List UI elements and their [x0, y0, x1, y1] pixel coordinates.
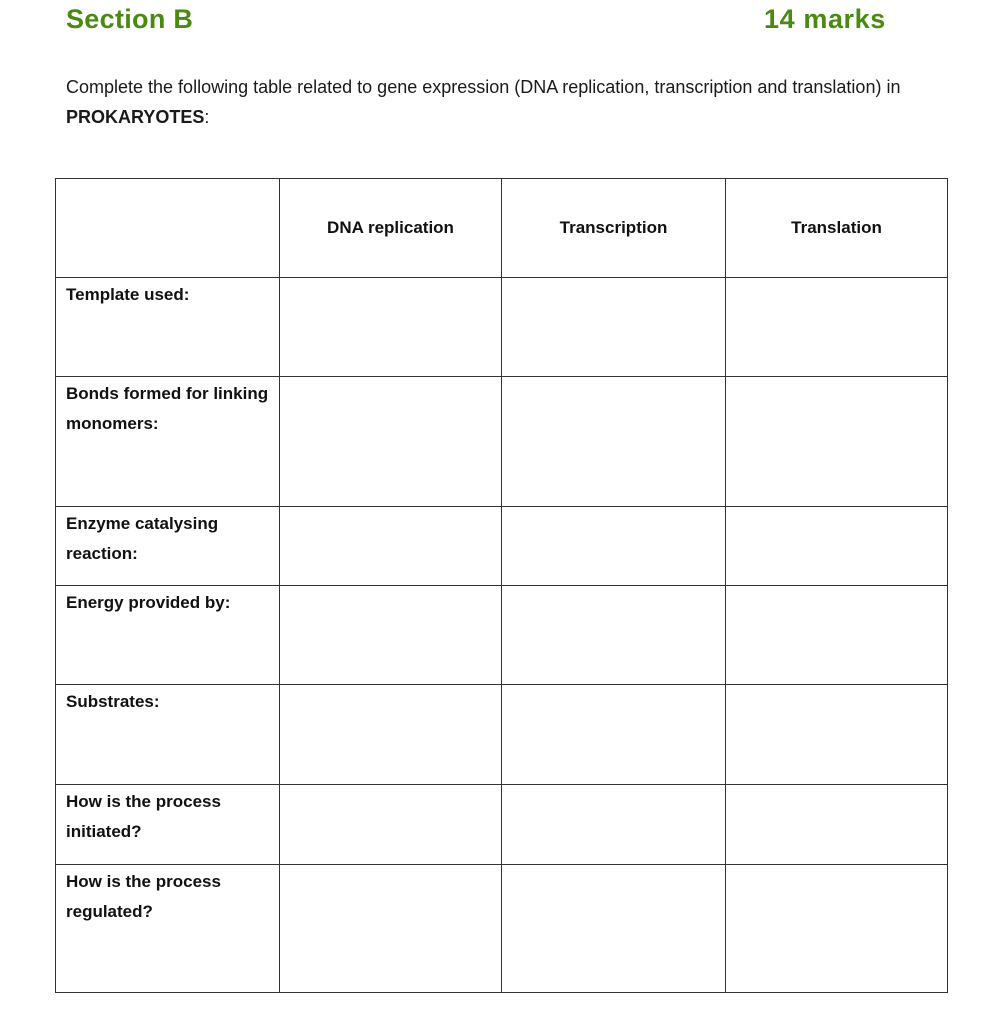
table-row	[56, 586, 948, 685]
column-header-transcription: Transcription	[502, 179, 726, 278]
column-header-translation: Translation	[726, 179, 948, 278]
table-row	[56, 865, 948, 993]
answer-cell-energy-transcription[interactable]	[502, 586, 726, 685]
answer-cell-initiated-dna-replication[interactable]	[280, 785, 502, 865]
table-row	[56, 278, 948, 377]
marks-label: 14 marks	[764, 4, 886, 34]
answer-cell-initiated-transcription[interactable]	[502, 785, 726, 865]
table-row	[56, 507, 948, 586]
table-row	[56, 685, 948, 785]
row-label-energy: Energy provided by:	[56, 586, 280, 685]
row-label-initiated: How is the process initiated?	[56, 785, 280, 865]
answer-cell-initiated-translation[interactable]	[726, 785, 948, 865]
answer-cell-energy-dna-replication[interactable]	[280, 586, 502, 685]
instructions-text: Complete the following table related to gene expression (DNA replication, transcription and translation) in	[66, 77, 901, 97]
table-row	[56, 377, 948, 507]
answer-cell-regulated-translation[interactable]	[726, 865, 948, 993]
answer-cell-bonds-dna-replication[interactable]	[280, 377, 502, 507]
answer-cell-template-transcription[interactable]	[502, 278, 726, 377]
answer-cell-template-translation[interactable]	[726, 278, 948, 377]
row-label-enzyme: Enzyme catalysing reaction:	[56, 507, 280, 586]
column-header-dna-replication: DNA replication	[280, 179, 502, 278]
answer-cell-enzyme-transcription[interactable]	[502, 507, 726, 586]
answer-cell-bonds-translation[interactable]	[726, 377, 948, 507]
row-label-substrates: Substrates:	[56, 685, 280, 785]
answer-cell-substrates-translation[interactable]	[726, 685, 948, 785]
row-label-bonds-formed: Bonds formed for linking monomers:	[56, 377, 280, 507]
answer-cell-enzyme-dna-replication[interactable]	[280, 507, 502, 586]
section-title: Section B	[66, 4, 194, 34]
answer-cell-energy-translation[interactable]	[726, 586, 948, 685]
instructions-suffix: :	[204, 107, 210, 127]
instructions-paragraph	[66, 72, 906, 132]
table-corner-cell	[56, 179, 280, 278]
answer-cell-bonds-transcription[interactable]	[502, 377, 726, 507]
answer-cell-enzyme-translation[interactable]	[726, 507, 948, 586]
row-label-template-used: Template used:	[56, 278, 280, 377]
answer-cell-substrates-transcription[interactable]	[502, 685, 726, 785]
table-row	[56, 785, 948, 865]
answer-cell-regulated-transcription[interactable]	[502, 865, 726, 993]
row-label-regulated: How is the process regulated?	[56, 865, 280, 993]
gene-expression-table	[55, 178, 948, 993]
answer-cell-regulated-dna-replication[interactable]	[280, 865, 502, 993]
answer-cell-substrates-dna-replication[interactable]	[280, 685, 502, 785]
instructions-emphasis: PROKARYOTES	[66, 107, 205, 127]
answer-cell-template-dna-replication[interactable]	[280, 278, 502, 377]
table-header-row	[56, 179, 948, 278]
